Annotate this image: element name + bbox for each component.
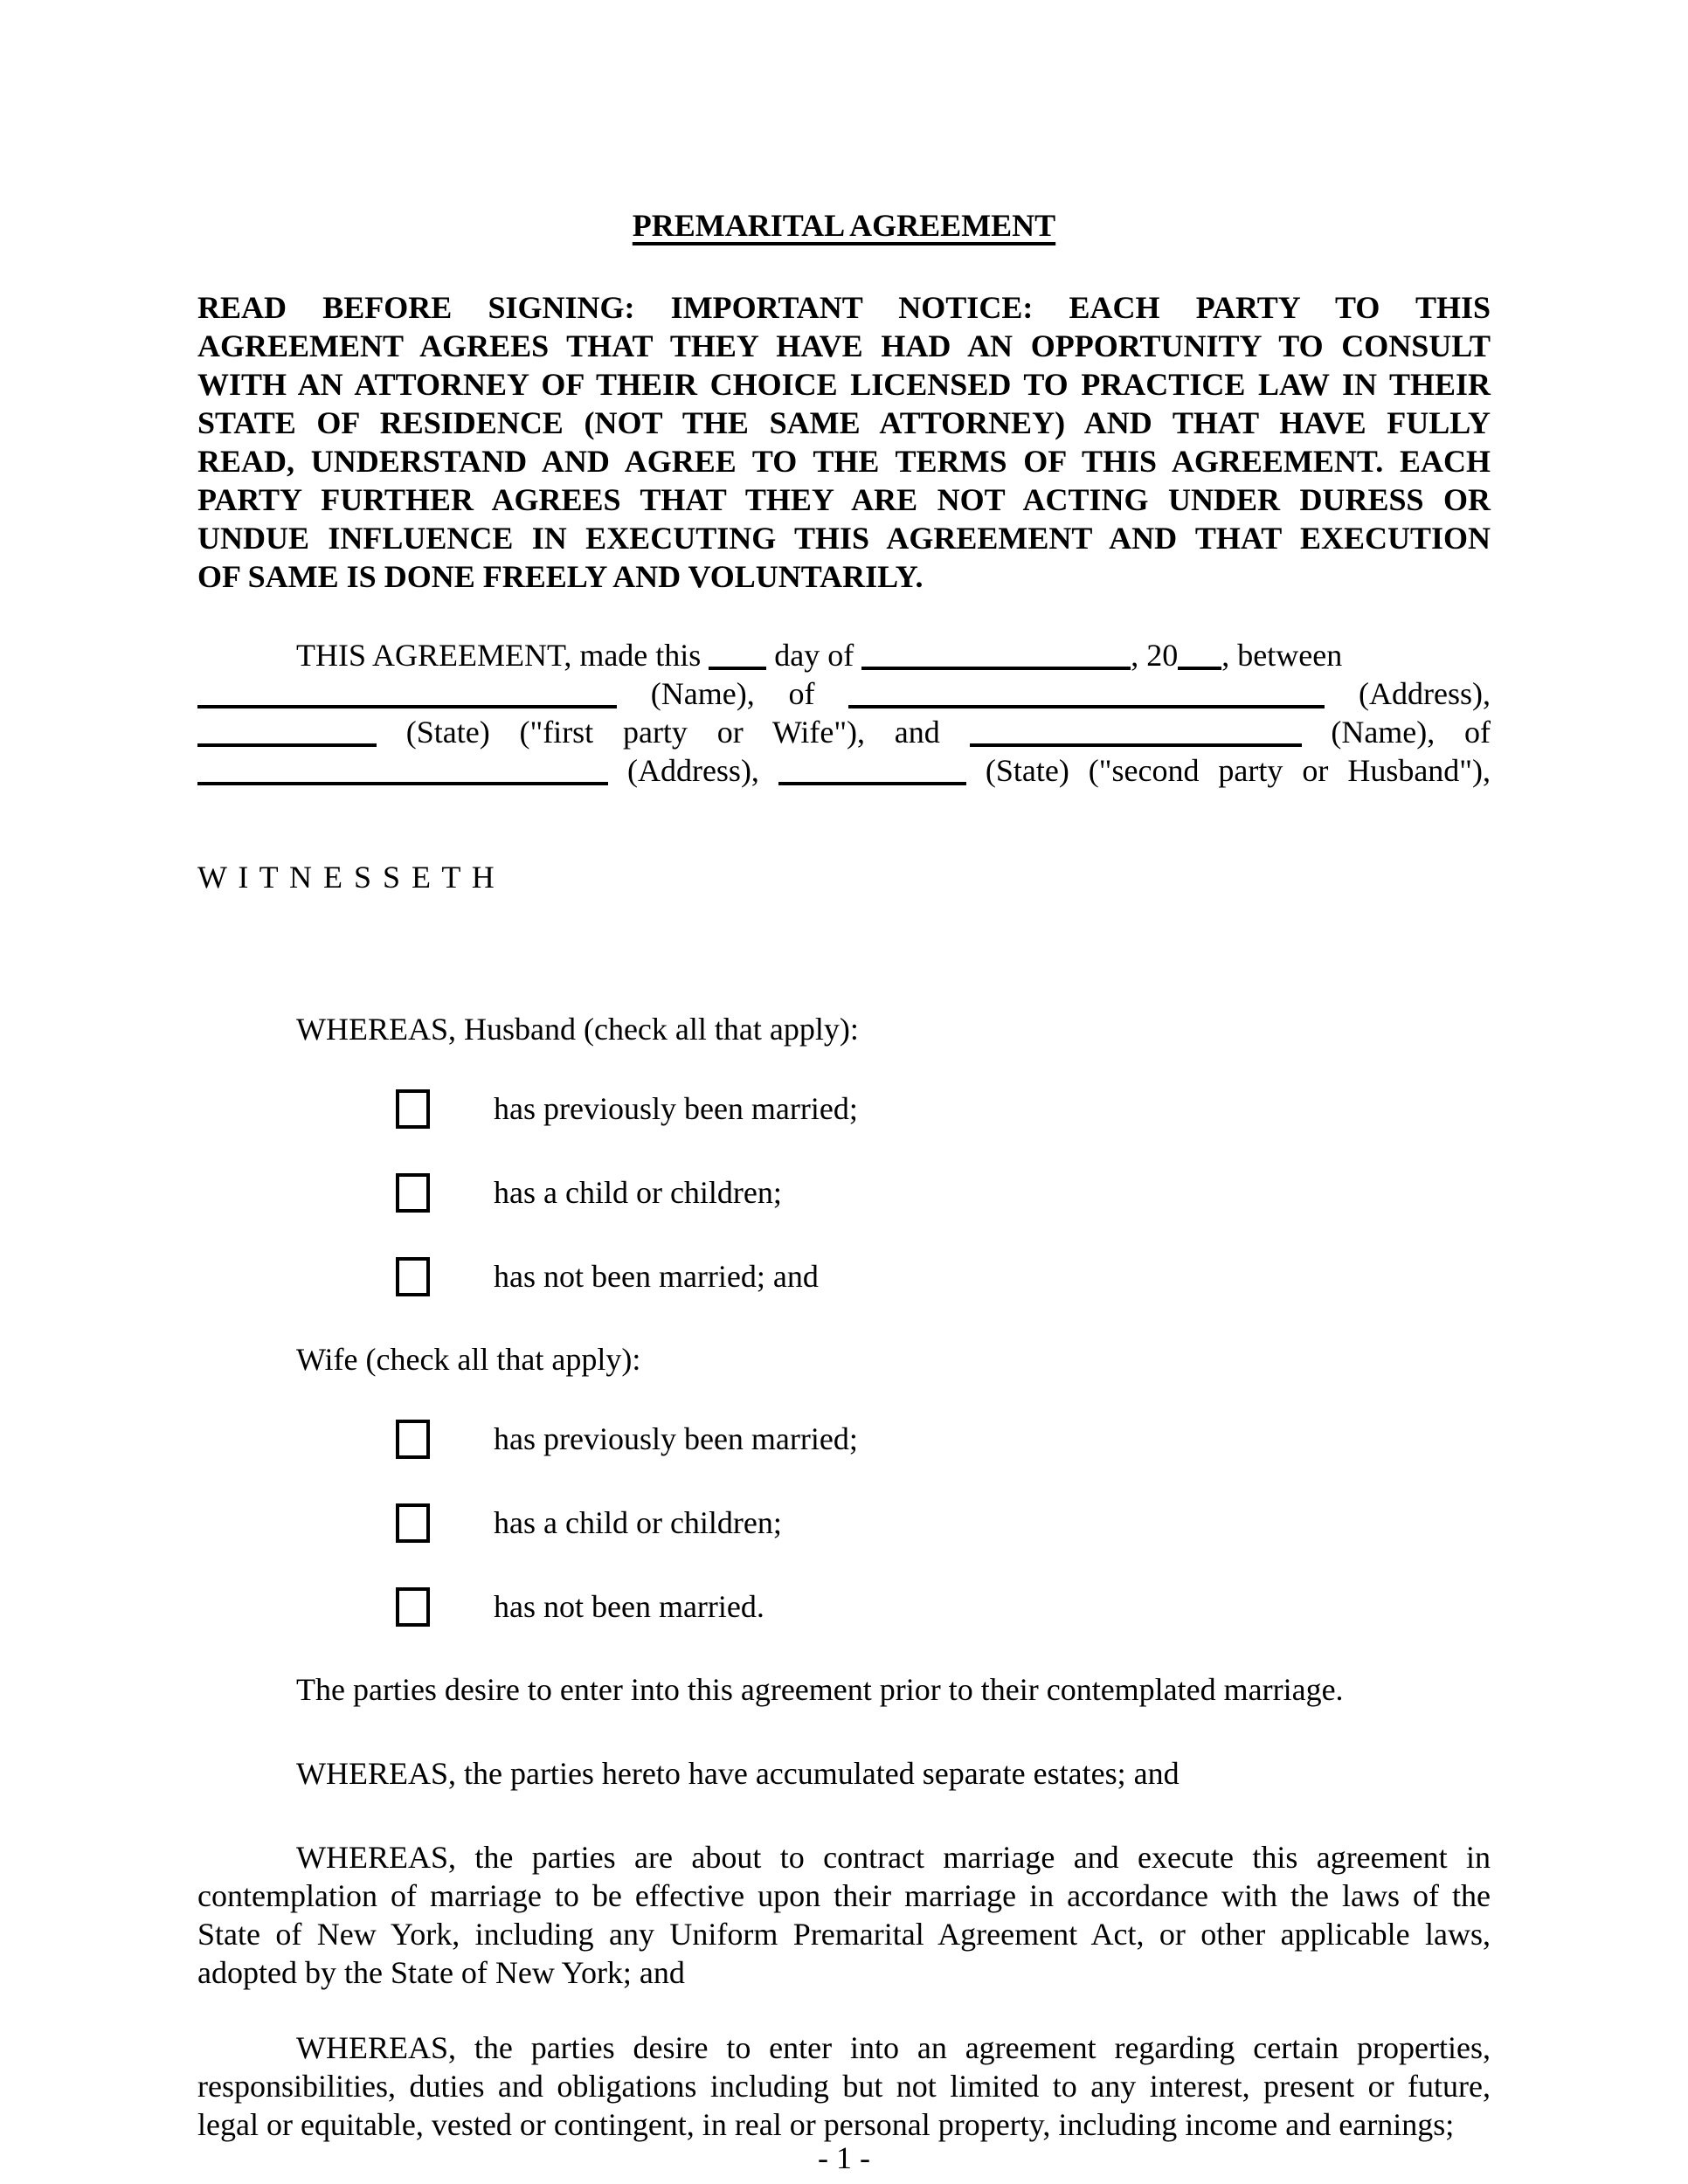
husband-child-checkbox[interactable]	[396, 1173, 430, 1213]
notice-line: PARTY FURTHER AGREES THAT THEY ARE NOT ACTING UNDER DURESS OR	[197, 482, 1491, 517]
notice-line: STATE OF RESIDENCE (NOT THE SAME ATTORNEY) AND THAT HAVE FULLY	[197, 405, 1491, 440]
paragraph-line: legal or equitable, vested or contingent, in real or personal property, including income and earnings;	[197, 2107, 1455, 2142]
day-blank-field[interactable]	[709, 640, 766, 670]
checkbox-label: has not been married.	[494, 1589, 764, 1624]
checkbox-label: has previously been married;	[494, 1421, 858, 1456]
notice-line: READ, UNDERSTAND AND AGREE TO THE TERMS OF THIS AGREEMENT. EACH	[197, 444, 1491, 479]
agreement-line-1	[197, 636, 1491, 674]
agreement-text: (Name), of	[1331, 715, 1491, 750]
agreement-text: (Name), of	[650, 676, 815, 711]
wife-not-married-checkbox[interactable]	[396, 1587, 430, 1627]
wife-child-row	[197, 1503, 1491, 1543]
document-title: PREMARITAL AGREEMENT	[632, 208, 1056, 243]
paragraph-line: responsibilities, duties and obligations including but not limited to any interest, present or future,	[197, 2069, 1491, 2104]
agreement-text: , 20	[1131, 638, 1179, 673]
notice-line: UNDUE INFLUENCE IN EXECUTING THIS AGREEMENT AND THAT EXECUTION	[197, 521, 1491, 556]
estates-paragraph: WHEREAS, the parties hereto have accumulated separate estates; and	[296, 1756, 1180, 1791]
wife-child-checkbox[interactable]	[396, 1503, 430, 1543]
agreement-text: THIS AGREEMENT, made this	[296, 638, 702, 673]
notice-line: WITH AN ATTORNEY OF THEIR CHOICE LICENSED TO PRACTICE LAW IN THEIR	[197, 367, 1491, 402]
agreement-line-3	[197, 713, 1491, 751]
husband-section-heading: WHEREAS, Husband (check all that apply):	[296, 1012, 859, 1047]
agreement-text: (State) ("first party or Wife"), and	[405, 715, 940, 750]
notice-line: OF SAME IS DONE FREELY AND VOLUNTARILY.	[197, 559, 924, 594]
husband-previously-married-row	[197, 1089, 1491, 1129]
checkbox-label: has not been married; and	[494, 1259, 819, 1294]
month-blank-field[interactable]	[861, 640, 1131, 670]
first-party-address-blank-field[interactable]	[848, 679, 1325, 708]
page-number: - 1 -	[818, 2140, 870, 2175]
wife-previously-married-row	[197, 1419, 1491, 1459]
husband-not-married-row	[197, 1256, 1491, 1296]
notice-line: AGREEMENT AGREES THAT THEY HAVE HAD AN OPPORTUNITY TO CONSULT	[197, 328, 1491, 363]
husband-child-row	[197, 1172, 1491, 1213]
desire-paragraph: The parties desire to enter into this agreement prior to their contemplated marriage.	[296, 1672, 1344, 1707]
agreement-line-4	[197, 751, 1491, 790]
paragraph-line: contemplation of marriage to be effective upon their marriage in accordance with the laws of the	[197, 1878, 1491, 1913]
witnesseth-heading: W I T N E S S E T H	[197, 860, 496, 895]
agreement-text: (Address),	[626, 753, 759, 788]
agreement-text: (State) ("second party or Husband"),	[985, 753, 1491, 788]
checkbox-label: has previously been married;	[494, 1091, 858, 1126]
second-party-state-blank-field[interactable]	[778, 756, 966, 785]
husband-previously-married-checkbox[interactable]	[396, 1089, 430, 1129]
first-party-state-blank-field[interactable]	[197, 717, 377, 747]
paragraph-line: State of New York, including any Uniform Premarital Agreement Act, or other applicable laws,	[197, 1917, 1491, 1952]
checkbox-label: has a child or children;	[494, 1175, 782, 1210]
paragraph-line: WHEREAS, the parties desire to enter into an agreement regarding certain properties,	[296, 2030, 1491, 2065]
agreement-text: (Address),	[1359, 676, 1491, 711]
wife-not-married-row	[197, 1586, 1491, 1627]
paragraph-line: WHEREAS, the parties are about to contract marriage and execute this agreement in	[296, 1840, 1491, 1875]
agreement-intro-paragraph	[197, 636, 1491, 790]
second-party-name-blank-field[interactable]	[970, 717, 1302, 747]
notice-line: READ BEFORE SIGNING: IMPORTANT NOTICE: EACH PARTY TO THIS	[197, 290, 1491, 325]
checkbox-label: has a child or children;	[494, 1505, 782, 1540]
husband-not-married-checkbox[interactable]	[396, 1257, 430, 1296]
properties-paragraph	[197, 2028, 1491, 2144]
wife-previously-married-checkbox[interactable]	[396, 1420, 430, 1459]
new-york-paragraph	[197, 1838, 1491, 1992]
agreement-text: day of	[774, 638, 854, 673]
wife-section-heading: Wife (check all that apply):	[296, 1342, 641, 1377]
second-party-address-blank-field[interactable]	[197, 756, 608, 785]
notice-paragraph	[197, 288, 1491, 596]
agreement-line-2	[197, 674, 1491, 713]
year-blank-field[interactable]	[1178, 640, 1221, 670]
paragraph-line: adopted by the State of New York; and	[197, 1955, 685, 1990]
first-party-name-blank-field[interactable]	[197, 679, 617, 708]
agreement-text: , between	[1221, 638, 1343, 673]
